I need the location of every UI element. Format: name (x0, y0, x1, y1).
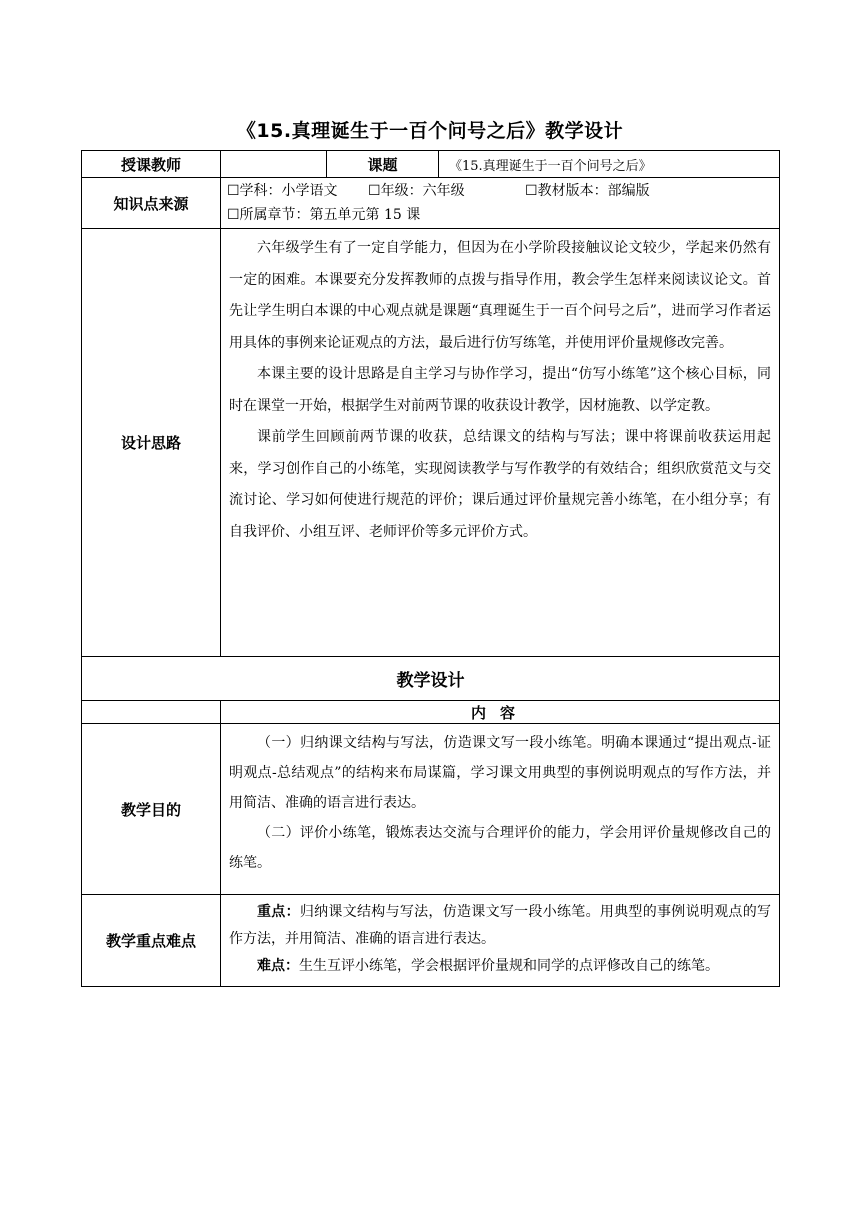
key-point-paragraph (229, 899, 771, 953)
teacher-value (221, 151, 327, 178)
difficulty-label: 难点： (257, 958, 299, 974)
design-idea-label: 设计思路 (82, 229, 221, 657)
key-point-label: 重点： (257, 904, 300, 920)
content-header-blank (82, 701, 221, 724)
edition-checkbox-item: ☐教材版本：部编版 (525, 183, 650, 199)
difficulty-paragraph (229, 953, 771, 980)
teaching-design-heading: 教学设计 (82, 657, 780, 701)
objective-paragraph: （一）归纳课文结构与写法，仿造课文写一段小练笔。明确本课通过“提出观点-证明观点-总结观点”的结构来布局谋篇，学习课文用典型的事例说明观点的写作方法，并用简洁、准确的语言进行表达。 (229, 735, 771, 811)
key-points-row (82, 895, 780, 987)
chapter-checkbox-item: ☐所属章节：第五单元第 15 课 (227, 207, 421, 223)
subject-checkbox-item: ☐学科：小学语文 (227, 183, 338, 199)
topic-value: 《15.真理诞生于一百个问号之后》 (439, 151, 780, 178)
knowledge-source-label: 知识点来源 (82, 178, 221, 229)
objectives-row (82, 724, 780, 895)
design-idea-paragraph: 本课主要的设计思路是自主学习与协作学习，提出“仿写小练笔”这个核心目标，同时在课堂一开始，根据学生对前两节课的收获设计教学，因材施教、以学定教。 (229, 366, 771, 414)
knowledge-source-row (82, 178, 780, 229)
lesson-plan-table (81, 150, 780, 987)
objective-paragraph: （二）评价小练笔，锻炼表达交流与合理评价的能力，学会用评价量规修改自己的练笔。 (229, 825, 771, 871)
design-idea-content (221, 229, 780, 657)
document-title: 《15.真理诞生于一百个问号之后》教学设计 (236, 120, 624, 142)
grade-checkbox-item: ☐年级：六年级 (368, 183, 465, 199)
topic-label: 课题 (327, 151, 439, 178)
key-points-content (221, 895, 780, 987)
key-points-label: 教学重点难点 (82, 895, 221, 987)
content-heading: 内容 (221, 701, 780, 724)
key-point-text: 归纳课文结构与写法，仿造课文写一段小练笔。用典型的事例说明观点的写作方法，并用简洁、准确的语言进行表达。 (229, 904, 772, 947)
design-idea-paragraph: 课前学生回顾前两节课的收获，总结课文的结构与写法；课中将课前收获运用起来，学习创作自己的小练笔，实现阅读教学与写作教学的有效结合；组织欣赏范文与交流讨论、学习如何使进行规范的评价；课后通过评价量规完善小练笔，在小组分享；有自我评价、小组互评、老师评价等多元评价方式。 (229, 429, 771, 540)
teaching-design-row (82, 657, 780, 701)
header-row (82, 151, 780, 178)
design-idea-row (82, 229, 780, 657)
content-header-row (82, 701, 780, 724)
difficulty-text: 生生互评小练笔，学会根据评价量规和同学的点评修改自己的练笔。 (299, 958, 719, 974)
objectives-label: 教学目的 (82, 724, 221, 895)
teacher-label: 授课教师 (82, 151, 221, 178)
design-idea-paragraph: 六年级学生有了一定自学能力，但因为在小学阶段接触议论文较少，学起来仍然有一定的困难。本课要充分发挥教师的点拨与指导作用，教会学生怎样来阅读议论文。首先让学生明白本课的中心观点就是课题“真理诞生于一百个问号之后”，进而学习作者运用具体的事例来论证观点的方法，最后进行仿写练笔，并使用评价量规修改完善。 (229, 240, 771, 351)
knowledge-source-cell (221, 178, 780, 229)
objectives-content (221, 724, 780, 895)
